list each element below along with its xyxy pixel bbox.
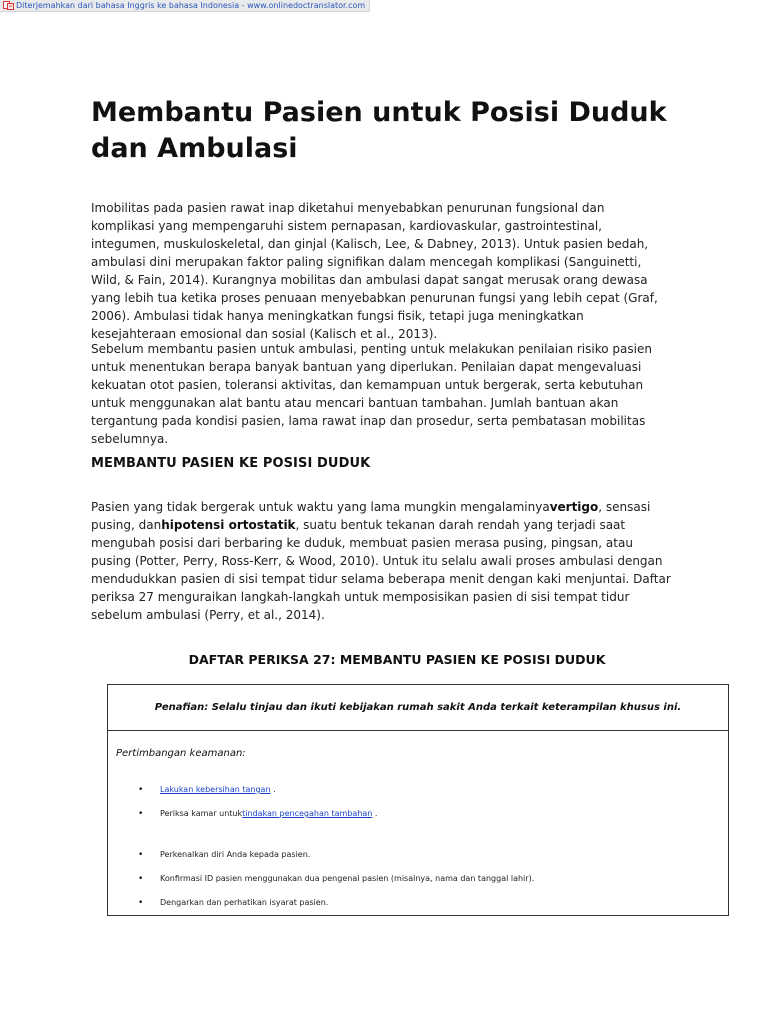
hand-hygiene-link[interactable]: Lakukan kebersihan tangan (160, 785, 271, 794)
assessment-paragraph: Sebelum membantu pasien untuk ambulasi, penting untuk melakukan penilaian risiko pasien untuk menentukan berapa banyak bantuan yang diperlukan. Penilaian dapat mengevaluasi kekuatan otot pasien, toleransi aktivitas, dan kemampuan untuk bergerak, serta kebutuhan untuk menggunakan alat bantu atau mencari bantuan tambahan. Jumlah bantuan akan tergantung pada kondisi pasien, lama rawat inap dan prosedur, serta pembatasan mobilitas sebelumnya. (91, 342, 652, 446)
term-orthostatic-hypotension: hipotensi ortostatik (161, 518, 296, 532)
bullet-icon: • (138, 850, 144, 860)
checklist-item (138, 809, 377, 819)
bullet-icon: • (138, 874, 144, 884)
page-title: Membantu Pasien untuk Posisi Duduk dan Ambulasi (91, 97, 667, 164)
term-vertigo: vertigo (549, 500, 599, 514)
checklist-item (138, 874, 534, 884)
item-suffix: . (372, 809, 378, 818)
item-text: Perkenalkan diri Anda kepada pasien. (160, 850, 311, 859)
disclaimer: Penafian: Selalu tinjau dan ikuti kebijakan rumah sakit Anda terkait keterampilan khusus ini. (108, 685, 728, 731)
checklist-title: DAFTAR PERIKSA 27: MEMBANTU PASIEN KE POSISI DUDUK (188, 652, 606, 667)
checklist-box (107, 684, 729, 916)
checklist-item (138, 898, 328, 908)
checklist-item (138, 785, 276, 795)
sitting-paragraph (91, 498, 671, 624)
translation-banner[interactable] (0, 0, 370, 12)
sitting-paragraph-text-3: , suatu bentuk tekanan darah rendah yang terjadi saat mengubah posisi dari berbaring ke duduk, membuat pasien merasa pusing, pingsan, atau pusing (Potter, Perry, Ross-Kerr, & Wood, 2010). Untuk itu selalu awali proses ambulasi dengan mendudukkan pasien di sisi tempat tidur selama beberapa menit dengan kaki menjuntai. Daftar periksa 27 menguraikan langkah-langkah untuk memposisikan pasien di sisi tempat tidur sebelum ambulasi (Perry, et al., 2014). (91, 518, 671, 622)
translator-logo-icon (3, 1, 14, 10)
bullet-icon: • (138, 898, 144, 908)
item-text: Konfirmasi ID pasien menggunakan dua pengenal pasien (misalnya, nama dan tanggal lahir). (160, 874, 535, 883)
sitting-paragraph-text-2: , sensasi pusing, dan (91, 500, 651, 532)
additional-precautions-link[interactable]: tindakan pencegahan tambahan (242, 809, 373, 818)
banner-text[interactable]: Diterjemahkan dari bahasa Inggris ke bahasa Indonesia - www.onlinedoctranslator.com (16, 1, 366, 10)
section-heading: MEMBANTU PASIEN KE POSISI DUDUK (91, 456, 371, 471)
item-text: Dengarkan dan perhatikan isyarat pasien. (160, 898, 329, 907)
item-prefix: Periksa kamar untuk (160, 809, 243, 818)
safety-label: Pertimbangan keamanan: (116, 748, 246, 759)
bullet-icon: • (138, 809, 144, 819)
intro-paragraph: Imobilitas pada pasien rawat inap diketahui menyebabkan penurunan fungsional dan komplikasi yang mempengaruhi sistem pernapasan, kardiovaskular, gastrointestinal, integumen, muskuloskeletal, dan ginjal (Kalisch, Lee, & Dabney, 2013). Untuk pasien bedah, ambulasi dini merupakan faktor paling signifikan dalam mencegah komplikasi (Sanguinetti, Wild, & Fain, 2014). Kurangnya mobilitas dan ambulasi dapat sangat merusak orang dewasa yang lebih tua ketika proses penuaan menyebabkan penurunan fungsi yang lebih cepat (Graf, 2006). Ambulasi tidak hanya meningkatkan fungsi fisik, tetapi juga meningkatkan kesejahteraan emosional dan sosial (Kalisch et al., 2013). (91, 201, 658, 341)
checklist-item (138, 850, 310, 860)
bullet-icon: • (138, 785, 144, 795)
item-suffix: . (270, 785, 276, 794)
sitting-paragraph-text-1: Pasien yang tidak bergerak untuk waktu yang lama mungkin mengalaminya (91, 500, 550, 514)
